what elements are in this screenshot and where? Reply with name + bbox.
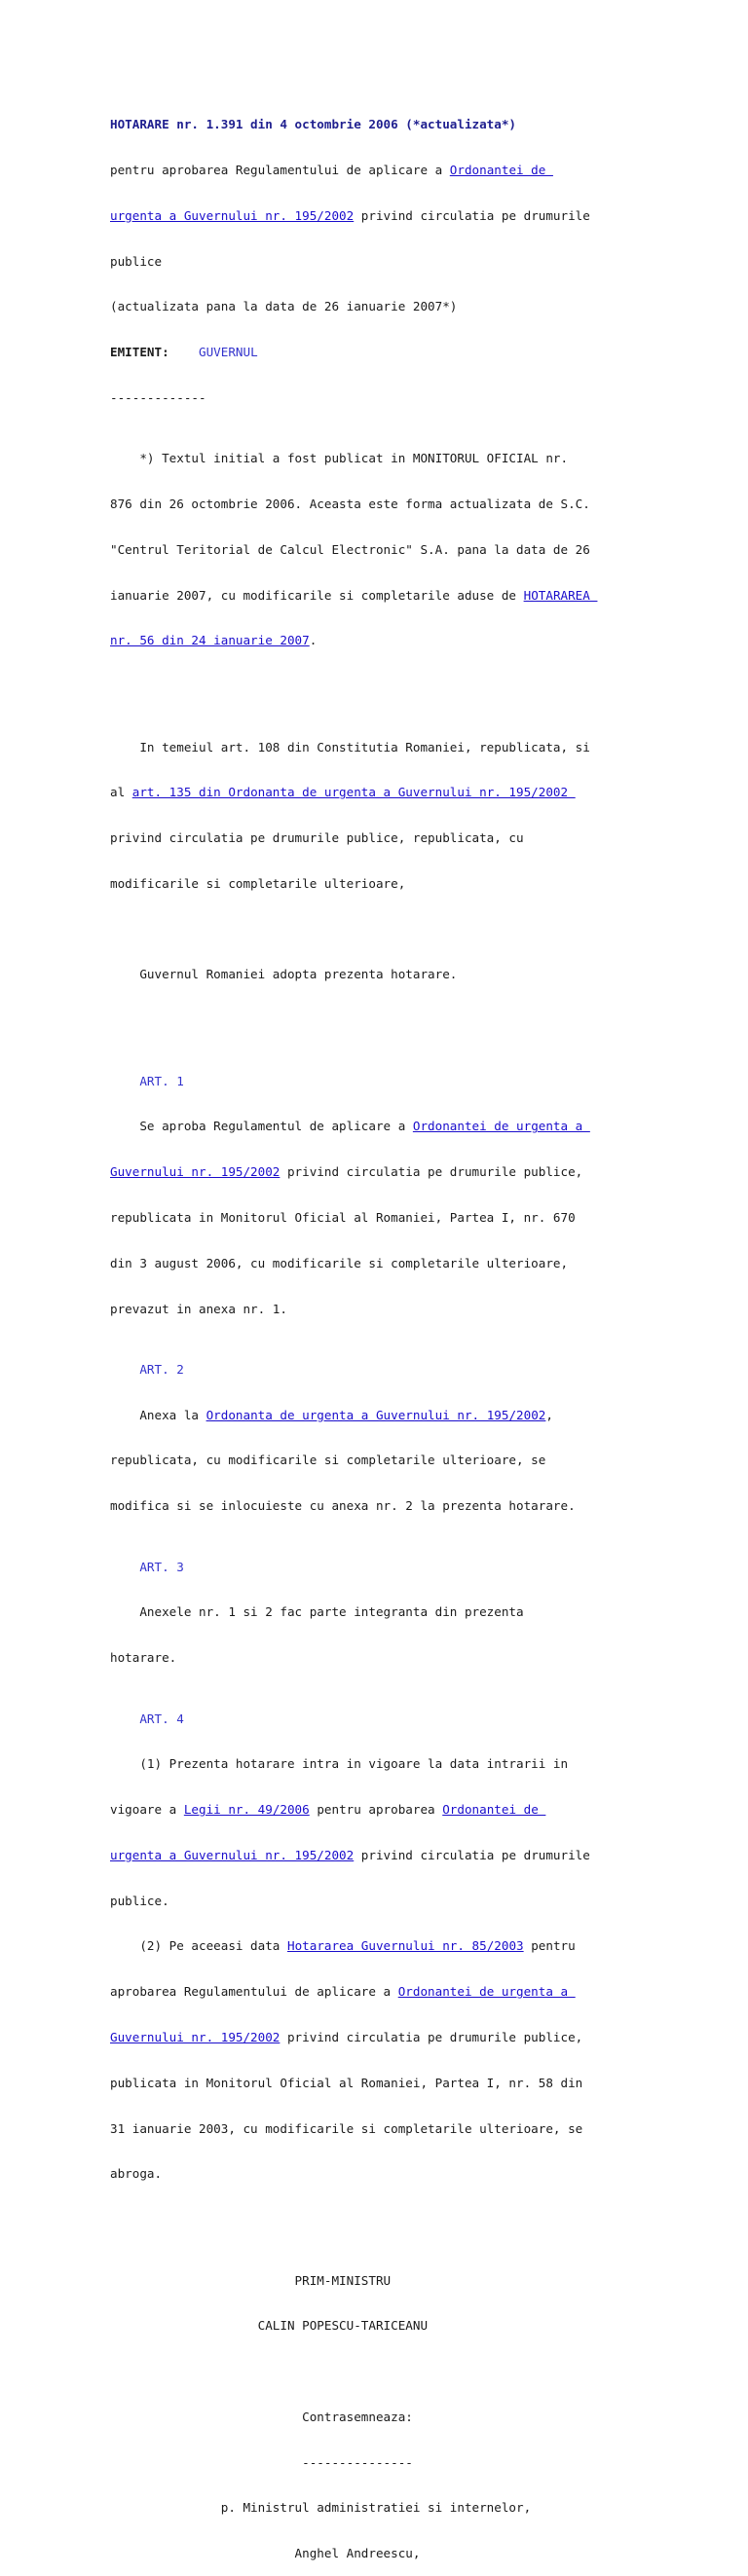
art4-line-10: abroga. <box>110 2166 163 2182</box>
note-text: ianuarie 2007, cu modificarile si completarile aduse de <box>110 587 524 603</box>
subtitle-line-2 <box>110 208 655 224</box>
art1-line-5: prevazut in anexa nr. 1. <box>110 1301 287 1316</box>
article-text: (2) Pe aceeasi data <box>110 1938 287 1954</box>
link-oug-195-2002[interactable]: Ordonantei de urgenta a <box>397 1984 576 2000</box>
document-body <box>110 87 655 2576</box>
art4-heading <box>110 1711 655 1727</box>
subtitle-line-1 <box>110 163 655 178</box>
article-text: aprobarea Regulamentului de aplicare a <box>110 1984 398 2000</box>
art4-line-2 <box>110 1802 655 1818</box>
emitent-label: EMITENT: <box>110 345 169 360</box>
article-text: pentru <box>523 1938 576 1954</box>
art2-line-1 <box>110 1408 655 1423</box>
preamble-line-4: modificarile si completarile ulterioare, <box>110 875 406 891</box>
pm-name: CALIN POPESCU-TARICEANU <box>110 2318 429 2334</box>
art4-line-9: 31 ianuarie 2003, cu modificarile si completarile ulterioare, se <box>110 2120 583 2136</box>
art2-line-3: modifica si se inlocuieste cu anexa nr. 2 la prezenta hotarare. <box>110 1498 576 1514</box>
link-oug-195-2002-cont[interactable]: urgenta a Guvernului nr. 195/2002 <box>110 207 355 223</box>
countersign-label: Contrasemneaza: <box>110 2409 413 2424</box>
art4-line-4: publice. <box>110 1893 169 1908</box>
art1-label: ART. 1 <box>139 1073 184 1088</box>
art1-line-4: din 3 august 2006, cu modificarile si completarile ulterioare, <box>110 1255 569 1270</box>
link-oug-195-2002-cont[interactable]: Guvernului nr. 195/2002 <box>110 1164 280 1180</box>
article-text: , <box>545 1407 553 1422</box>
blank-line <box>110 922 655 938</box>
art4-line-5 <box>110 1938 655 1954</box>
art4-line-3 <box>110 1848 655 1863</box>
preamble-text: al <box>110 785 132 800</box>
link-oug-195-2002[interactable]: Ordonantei de <box>449 162 553 177</box>
art4-line-8: publicata in Monitorul Oficial al Romaniei, Partea I, nr. 58 din <box>110 2075 583 2090</box>
art2-heading <box>110 1362 655 1378</box>
article-text: privind circulatia pe drumurile publice, <box>280 1164 583 1180</box>
link-hg-56-2007[interactable]: HOTARAREA <box>523 587 598 603</box>
art1-line-2 <box>110 1164 655 1180</box>
note-line-3: "Centrul Teritorial de Calcul Electronic" S.A. pana la data de 26 <box>110 541 590 557</box>
preamble-line-2 <box>110 785 655 800</box>
art1-line-3: republicata in Monitorul Oficial al Romaniei, Partea I, nr. 670 <box>110 1209 576 1225</box>
blank-line <box>110 1012 655 1028</box>
art4-line-7 <box>110 2030 655 2045</box>
blank-line <box>110 2212 655 2227</box>
link-art-135-oug[interactable]: art. 135 din Ordonanta de urgenta a Guvernului nr. 195/2002 <box>131 785 576 800</box>
ministry-line: p. Ministrul administratiei si internelor, <box>110 2500 532 2516</box>
blank-line <box>110 679 655 694</box>
article-text: privind circulatia pe drumurile <box>354 1847 590 1862</box>
article-text: privind circulatia pe drumurile publice, <box>280 2030 583 2044</box>
note-text: . <box>309 633 318 648</box>
link-oug-195-2002[interactable]: Ordonanta de urgenta a Guvernului nr. 195/2002 <box>206 1407 546 1422</box>
note-line-1: *) Textul initial a fost publicat in MONITORUL OFICIAL nr. <box>110 451 569 466</box>
art3-line-2: hotarare. <box>110 1650 177 1666</box>
minister-name: Anghel Andreescu, <box>110 2546 421 2561</box>
article-text: Se aproba Regulamentul de aplicare a <box>110 1119 413 1134</box>
emitent-line <box>110 345 655 360</box>
art1-line-1 <box>110 1119 655 1134</box>
link-hg-56-2007-cont[interactable]: nr. 56 din 24 ianuarie 2007 <box>110 633 310 648</box>
header-divider: ------------- <box>110 389 206 405</box>
emitent-value: GUVERNUL <box>199 345 258 360</box>
link-hg-85-2003[interactable]: Hotararea Guvernului nr. 85/2003 <box>286 1938 524 1954</box>
art3-label: ART. 3 <box>139 1559 184 1574</box>
document-title <box>110 117 655 132</box>
title-text: HOTARARE nr. 1.391 din 4 octombrie 2006 (*actualizata*) <box>110 117 517 132</box>
subtitle-text: pentru aprobarea Regulamentului de aplicare a <box>110 162 450 177</box>
article-text: pentru aprobarea <box>309 1802 443 1818</box>
note-line-5 <box>110 633 655 648</box>
link-oug-195-2002-cont[interactable]: Guvernului nr. 195/2002 <box>110 2030 280 2044</box>
art2-label: ART. 2 <box>139 1361 184 1377</box>
pm-title: PRIM-MINISTRU <box>110 2272 392 2288</box>
subtitle-line-3: publice <box>110 253 163 269</box>
article-text: Anexa la <box>110 1407 206 1422</box>
countersign-divider: --------------- <box>110 2454 413 2470</box>
note-line-4 <box>110 588 655 604</box>
art3-heading <box>110 1560 655 1575</box>
art4-line-1: (1) Prezenta hotarare intra in vigoare la data intrarii in <box>110 1756 569 1772</box>
art1-heading <box>110 1074 655 1089</box>
art2-line-2: republicata, cu modificarile si completarile ulterioare, se <box>110 1453 546 1468</box>
adopt-line: Guvernul Romaniei adopta prezenta hotarare. <box>110 967 458 982</box>
note-line-2: 876 din 26 octombrie 2006. Aceasta este forma actualizata de S.C. <box>110 497 590 512</box>
art4-line-6 <box>110 1984 655 2000</box>
art4-label: ART. 4 <box>139 1711 184 1726</box>
updated-note: (actualizata pana la data de 26 ianuarie 2007*) <box>110 299 458 314</box>
link-oug-195-2002-cont[interactable]: urgenta a Guvernului nr. 195/2002 <box>110 1847 355 1862</box>
blank-line <box>110 2364 655 2379</box>
link-oug-195-2002[interactable]: Ordonantei de urgenta a <box>412 1119 590 1134</box>
link-legea-49-2006[interactable]: Legii nr. 49/2006 <box>183 1802 310 1818</box>
preamble-line-1: In temeiul art. 108 din Constitutia Romaniei, republicata, si <box>110 739 590 754</box>
subtitle-text: privind circulatia pe drumurile <box>354 207 590 223</box>
art3-line-1: Anexele nr. 1 si 2 fac parte integranta din prezenta <box>110 1604 524 1620</box>
link-oug-195-2002[interactable]: Ordonantei de <box>442 1802 546 1818</box>
article-text: vigoare a <box>110 1802 184 1818</box>
preamble-line-3: privind circulatia pe drumurile publice, republicata, cu <box>110 830 524 846</box>
